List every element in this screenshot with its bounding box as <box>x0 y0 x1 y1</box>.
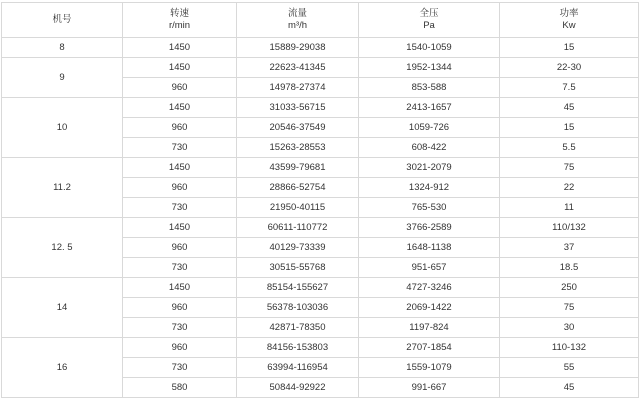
speed-cell: 960 <box>123 118 237 138</box>
flow-cell: 85154-155627 <box>237 278 359 298</box>
table-body <box>2 38 639 398</box>
pressure-cell: 2413-1657 <box>359 98 500 118</box>
speed-cell: 730 <box>123 358 237 378</box>
speed-cell: 960 <box>123 338 237 358</box>
power-cell: 22-30 <box>500 58 639 78</box>
flow-cell: 60611-110772 <box>237 218 359 238</box>
power-cell: 37 <box>500 238 639 258</box>
pressure-cell: 2707-1854 <box>359 338 500 358</box>
speed-cell: 1450 <box>123 278 237 298</box>
pressure-cell: 1952-1344 <box>359 58 500 78</box>
power-cell: 250 <box>500 278 639 298</box>
power-cell: 5.5 <box>500 138 639 158</box>
speed-cell: 960 <box>123 238 237 258</box>
table-row <box>2 158 639 178</box>
header-flow-label: 流量 <box>287 8 307 19</box>
flow-cell: 42871-78350 <box>237 318 359 338</box>
header-speed <box>123 3 237 38</box>
speed-cell: 730 <box>123 198 237 218</box>
model-cell: 14 <box>2 278 123 338</box>
flow-cell: 40129-73339 <box>237 238 359 258</box>
power-cell: 15 <box>500 118 639 138</box>
header-pressure-unit: Pa <box>423 20 435 31</box>
pressure-cell: 991-667 <box>359 378 500 398</box>
pressure-cell: 1324-912 <box>359 178 500 198</box>
header-pressure <box>359 3 500 38</box>
pressure-cell: 608-422 <box>359 138 500 158</box>
header-speed-label: 转速 <box>169 8 189 19</box>
pressure-cell: 1197-824 <box>359 318 500 338</box>
power-cell: 7.5 <box>500 78 639 98</box>
header-flow-unit: m³/h <box>288 20 307 31</box>
fan-spec-table <box>1 2 639 398</box>
pressure-cell: 3766-2589 <box>359 218 500 238</box>
flow-cell: 43599-79681 <box>237 158 359 178</box>
power-cell: 55 <box>500 358 639 378</box>
flow-cell: 50844-92922 <box>237 378 359 398</box>
pressure-cell: 951-657 <box>359 258 500 278</box>
header-pressure-label: 全压 <box>419 8 439 19</box>
model-cell: 11.2 <box>2 158 123 218</box>
power-cell: 30 <box>500 318 639 338</box>
flow-cell: 14978-27374 <box>237 78 359 98</box>
table-row <box>2 58 639 78</box>
model-cell: 8 <box>2 38 123 58</box>
speed-cell: 1450 <box>123 158 237 178</box>
header-model-label: 机号 <box>52 14 72 25</box>
pressure-cell: 765-530 <box>359 198 500 218</box>
pressure-cell: 1540-1059 <box>359 38 500 58</box>
pressure-cell: 3021-2079 <box>359 158 500 178</box>
model-cell: 10 <box>2 98 123 158</box>
speed-cell: 960 <box>123 78 237 98</box>
model-cell: 16 <box>2 338 123 398</box>
pressure-cell: 853-588 <box>359 78 500 98</box>
table-row <box>2 38 639 58</box>
flow-cell: 22623-41345 <box>237 58 359 78</box>
speed-cell: 960 <box>123 178 237 198</box>
power-cell: 15 <box>500 38 639 58</box>
table-row <box>2 278 639 298</box>
power-cell: 45 <box>500 98 639 118</box>
speed-cell: 730 <box>123 318 237 338</box>
header-model <box>2 3 123 38</box>
header-power <box>500 3 639 38</box>
flow-cell: 15263-28553 <box>237 138 359 158</box>
header-flow <box>237 3 359 38</box>
flow-cell: 21950-40115 <box>237 198 359 218</box>
model-cell: 12. 5 <box>2 218 123 278</box>
speed-cell: 1450 <box>123 38 237 58</box>
power-cell: 75 <box>500 158 639 178</box>
speed-cell: 1450 <box>123 58 237 78</box>
table-row <box>2 218 639 238</box>
flow-cell: 15889-29038 <box>237 38 359 58</box>
power-cell: 45 <box>500 378 639 398</box>
flow-cell: 30515-55768 <box>237 258 359 278</box>
pressure-cell: 1648-1138 <box>359 238 500 258</box>
speed-cell: 730 <box>123 258 237 278</box>
power-cell: 110-132 <box>500 338 639 358</box>
flow-cell: 56378-103036 <box>237 298 359 318</box>
table-row <box>2 338 639 358</box>
table-row <box>2 98 639 118</box>
speed-cell: 1450 <box>123 218 237 238</box>
speed-cell: 1450 <box>123 98 237 118</box>
power-cell: 110/132 <box>500 218 639 238</box>
header-power-unit: Kw <box>562 20 576 31</box>
table-header <box>2 3 639 38</box>
flow-cell: 63994-116954 <box>237 358 359 378</box>
pressure-cell: 2069-1422 <box>359 298 500 318</box>
flow-cell: 20546-37549 <box>237 118 359 138</box>
power-cell: 22 <box>500 178 639 198</box>
model-cell: 9 <box>2 58 123 98</box>
header-speed-unit: r/min <box>168 20 191 31</box>
speed-cell: 580 <box>123 378 237 398</box>
header-power-label: 功率 <box>559 8 579 19</box>
power-cell: 18.5 <box>500 258 639 278</box>
flow-cell: 28866-52754 <box>237 178 359 198</box>
power-cell: 11 <box>500 198 639 218</box>
speed-cell: 730 <box>123 138 237 158</box>
pressure-cell: 1059-726 <box>359 118 500 138</box>
flow-cell: 31033-56715 <box>237 98 359 118</box>
power-cell: 75 <box>500 298 639 318</box>
speed-cell: 960 <box>123 298 237 318</box>
pressure-cell: 1559-1079 <box>359 358 500 378</box>
flow-cell: 84156-153803 <box>237 338 359 358</box>
header-row <box>2 3 639 38</box>
pressure-cell: 4727-3246 <box>359 278 500 298</box>
